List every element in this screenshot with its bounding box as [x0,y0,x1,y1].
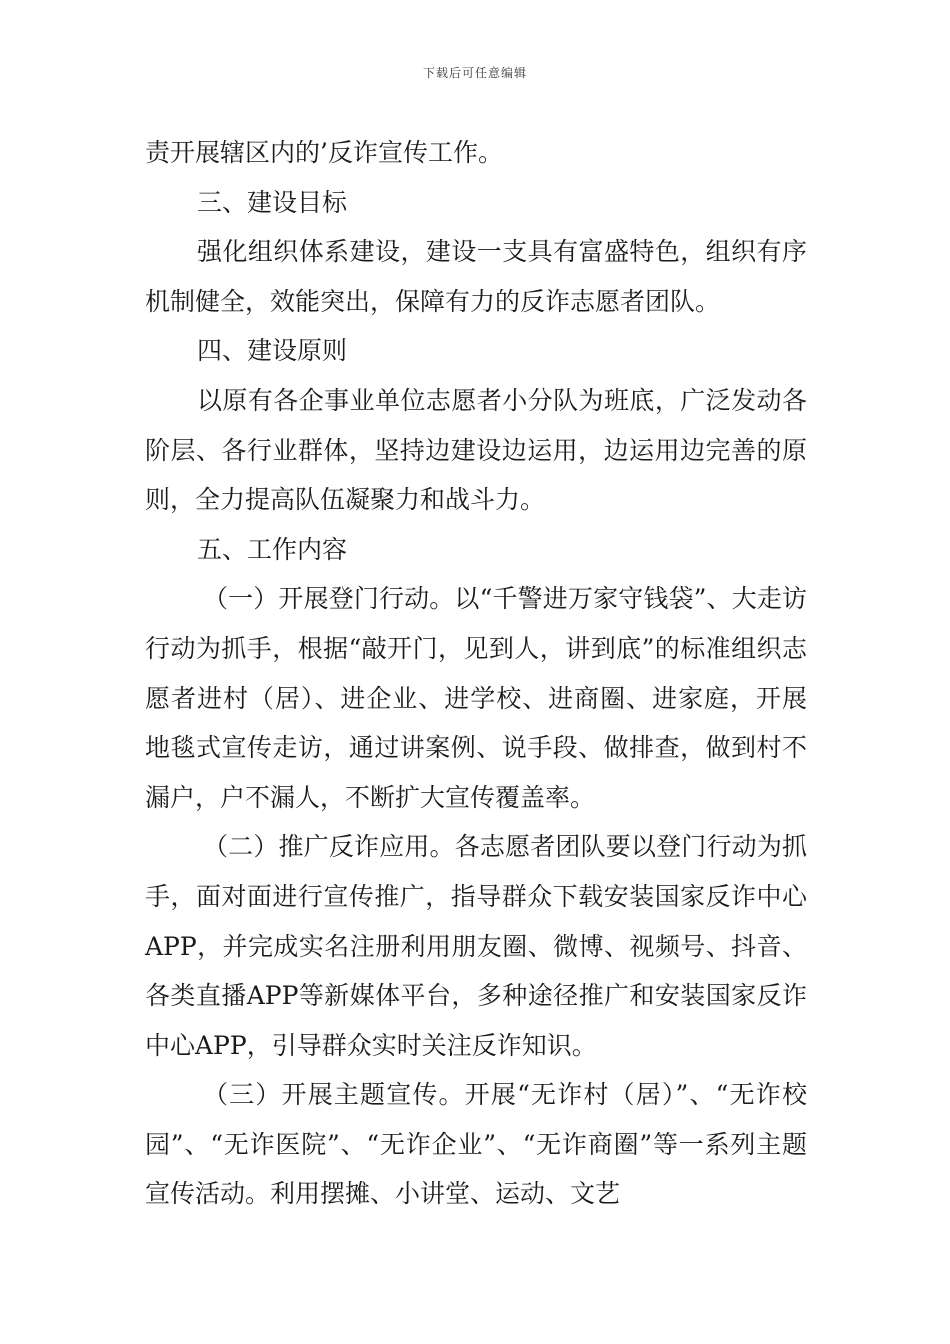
paragraph-goals: 强化组织体系建设，建设一支具有富盛特色，组织有序机制健全，效能突出，保障有力的反诈志愿者团队。 [145,237,807,316]
paragraph-item-2: （二）推广反诈应用。各志愿者团队要以登门行动为抓手，面对面进行宣传推广，指导群众下载安装国家反诈中心APP，并完成实名注册利用朋友圈、微博、视频号、抖音、各类直播APP等新媒体平台，多种途径推广和安装国家反诈中心APP，引导群众实时关注反诈知识。 [145,832,807,1060]
document-body [145,128,807,1219]
section-heading-goals: 三、建设目标 [197,187,348,217]
paragraph-continuation: 责开展辖区内的’反诈宣传工作。 [145,138,503,167]
paragraph-item-3: （三）开展主题宣传。开展“无诈村（居）”、“无诈校园”、“无诈医院”、“无诈企业”、“无诈商圈”等一系列主题宣传活动。利用摆摊、小讲堂、运动、文艺 [145,1080,807,1209]
paragraph-principles: 以原有各企事业单位志愿者小分队为班底，广泛发动各阶层、各行业群体，坚持边建设边运用，边运用边完善的原则，全力提高队伍凝聚力和战斗力。 [145,385,807,515]
page-header-note: 下载后可任意编辑 [422,66,527,80]
section-heading-principles: 四、建设原则 [197,336,348,366]
paragraph-item-1: （一）开展登门行动。以“千警进万家守钱袋”、大走访行动为抓手，根据“敲开门，见到人，讲到底”的标准组织志愿者进村（居）、进企业、进学校、进商圈、进家庭，开展地毯式宣传走访，通过讲案例、说手段、做排查，做到村不漏户，户不漏人，不断扩大宣传覆盖率。 [145,584,807,812]
section-heading-work-content: 五、工作内容 [197,534,348,564]
